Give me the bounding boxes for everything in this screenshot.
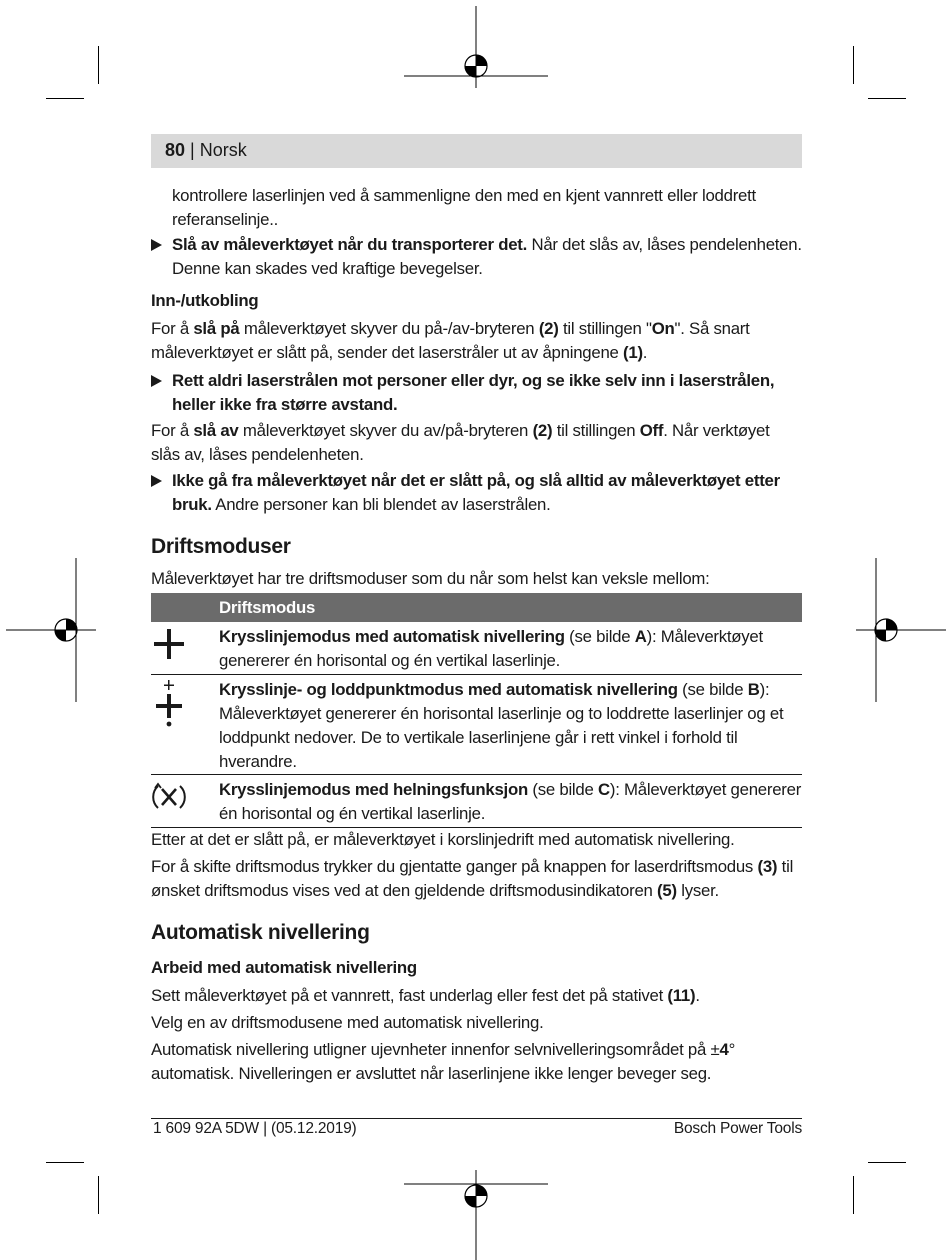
t: Rett aldri laserstrålen mot personer eller dyr, og se ikke selv inn i laserstrålen, heller ikke fra større avstand. [172, 371, 775, 414]
t: B [747, 680, 760, 699]
t: ° automatisk. Nivelleringen er avsluttet når laserlinjene ikke lenger beveger seg. [151, 1040, 736, 1083]
t: A [634, 627, 647, 646]
modes-intro: Måleverktøyet har tre driftsmoduser som du når som helst kan veksle mellom: [151, 569, 710, 588]
t: Automatisk nivellering utligner ujevnheter innenfor selvnivelleringsområdet på ± [151, 1040, 720, 1059]
t: Sett måleverktøyet på et vannrett, fast underlag eller fest det på stativet [151, 986, 668, 1005]
t: Ikke gå fra måleverktøyet når det er slått på, og slå alltid av måleverktøyet etter bruk. [172, 471, 780, 514]
t: (se bilde [564, 627, 635, 646]
onoff-paragraph-1 [151, 317, 802, 365]
bullet-leave-tool-text [172, 469, 802, 517]
t: Krysslinjemodus med helningsfunksjon [219, 780, 528, 799]
header-separator: | [185, 140, 200, 160]
table-header: Driftsmodus [151, 593, 802, 622]
t: Andre personer kan bli blendet av laserstrålen. [211, 495, 551, 514]
t: (2) [538, 319, 559, 338]
bullet-transport [151, 233, 802, 281]
footer-doc-number: 1 609 92A 5DW | (05.12.2019) [153, 1120, 357, 1137]
t: For å skifte driftsmodus trykker du gjentatte ganger på knappen for laserdriftsmodus [151, 857, 758, 876]
intro-paragraph [151, 184, 802, 232]
t: (se bilde [677, 680, 748, 699]
slope-mode-icon [151, 778, 191, 818]
registration-mark-right-icon [846, 558, 946, 704]
registration-mark-top-icon [404, 6, 550, 106]
bullet-arrow-icon [151, 239, 162, 251]
table-row [151, 675, 802, 775]
t: Krysslinje- og loddpunktmodus med automatisk nivellering [219, 680, 678, 699]
t: . [695, 986, 700, 1005]
t: (5) [657, 881, 677, 900]
bullet-leave-tool [151, 469, 802, 517]
leveling-paragraph-2: Velg en av driftsmodusene med automatisk nivellering. [151, 1013, 544, 1032]
t: (2) [532, 421, 553, 440]
bullet-transport-rest: Når det slås av, låses pendelenheten. Denne kan skades ved kraftige bevegelser. [172, 235, 802, 278]
section-heading-leveling: Automatisk nivellering [151, 921, 370, 944]
t: ): Måleverktøyet genererer én horisontal og én vertikal laserlinje. [219, 780, 802, 823]
t: lyser. [676, 881, 719, 900]
t: For å [151, 319, 194, 338]
page-header [151, 134, 802, 168]
t: Off [639, 421, 664, 440]
row-text [219, 622, 802, 675]
modes-after-2 [151, 855, 802, 903]
table-row [151, 622, 802, 675]
bullet-transport-text [172, 233, 802, 281]
t: slå på [193, 319, 240, 338]
bullet-laser-warning [151, 369, 802, 417]
cross-line-icon [151, 626, 191, 666]
t: (3) [757, 857, 778, 876]
header-language: Norsk [199, 140, 247, 160]
row-text [219, 775, 802, 828]
t: Krysslinjemodus med automatisk nivellering [219, 627, 565, 646]
intro-text: kontrollere laserlinjen ved å sammenligne den med en kjent vannrett eller loddrett referanselinje.. [172, 186, 756, 229]
leveling-paragraph-1 [151, 984, 802, 1008]
leveling-paragraph-3 [151, 1038, 802, 1086]
section-subheading-leveling: Arbeid med automatisk nivellering [151, 958, 417, 977]
header-text [165, 140, 247, 161]
t: til stillingen " [558, 319, 652, 338]
modes-after-1: Etter at det er slått på, er måleverktøyet i korslinjedrift med automatisk nivellering. [151, 830, 735, 849]
section-heading-modes: Driftsmoduser [151, 535, 291, 558]
section-subheading-onoff: Inn-/utkobling [151, 291, 259, 310]
t: måleverktøyet skyver du av/på-bryteren [238, 421, 533, 440]
t: 4 [719, 1040, 729, 1059]
modes-table [151, 593, 802, 828]
footer-rule [151, 1118, 802, 1119]
t: ): Måleverktøyet genererer én horisontal og én vertikal laserlinje. [219, 627, 763, 670]
t: On [651, 319, 675, 338]
page-number: 80 [165, 140, 186, 160]
t: ". Så snart måleverktøyet er slått på, sender det laserstråler ut av åpningene [151, 319, 750, 362]
onoff-paragraph-2 [151, 419, 802, 467]
t: slå av [193, 421, 239, 440]
t: . Når verktøyet slås av, låses pendelenheten. [151, 421, 770, 464]
t: til stillingen [552, 421, 640, 440]
t: For å [151, 421, 194, 440]
t: C [597, 780, 610, 799]
cross-line-plumb-icon [151, 677, 191, 729]
t: måleverktøyet skyver du på-/av-bryteren [239, 319, 539, 338]
bullet-arrow-icon [151, 475, 162, 487]
t: (1) [623, 343, 643, 362]
t: (se bilde [527, 780, 598, 799]
t: til ønsket driftsmodus vises ved at den gjeldende driftsmodusindikatoren [151, 857, 794, 900]
t: (11) [667, 986, 696, 1005]
registration-mark-bottom-icon [404, 1162, 550, 1260]
footer-brand: Bosch Power Tools [673, 1120, 802, 1137]
table-row [151, 775, 802, 828]
t: ): Måleverktøyet genererer én horisontal laserlinje og to loddrette laserlinjer og et loddpunkt nedover. De to vertikale laserlinjene går i rett vinkel i forhold til hverandre. [219, 680, 784, 771]
t: . [642, 343, 648, 362]
bullet-arrow-icon [151, 375, 162, 387]
registration-mark-left-icon [6, 558, 106, 704]
row-text [219, 675, 802, 776]
bullet-transport-bold: Slå av måleverktøyet når du transporterer det. [172, 235, 528, 254]
bullet-laser-warning-text [172, 369, 802, 417]
